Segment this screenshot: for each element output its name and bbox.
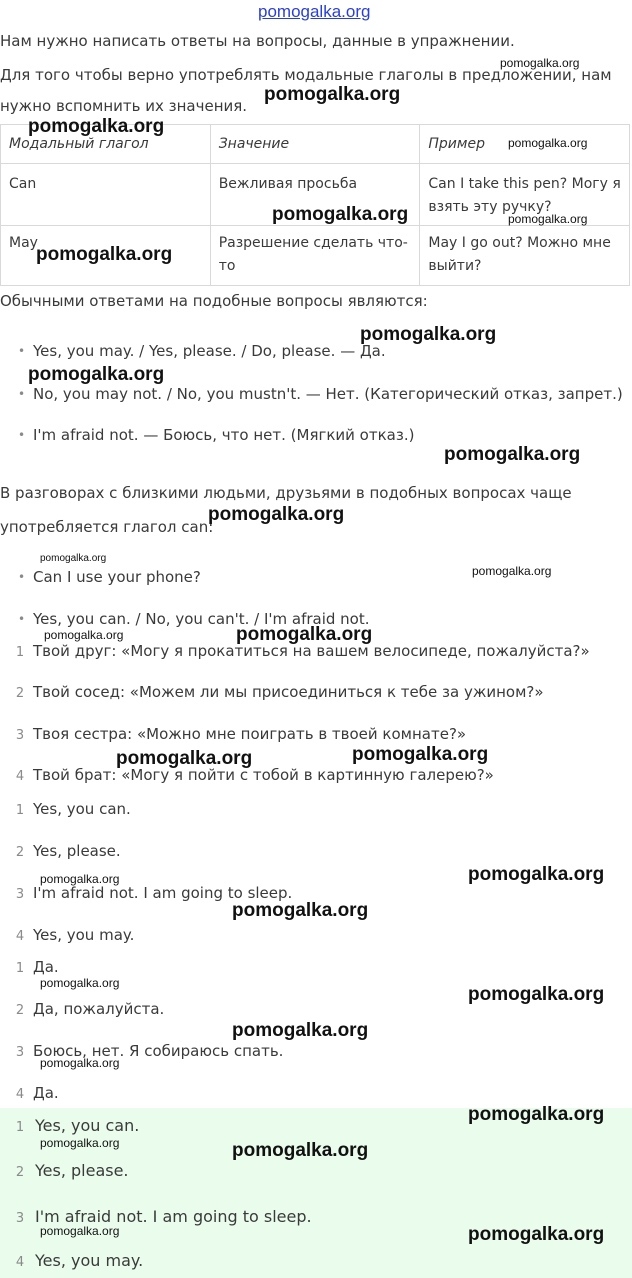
watermark: pomogalka.org <box>508 212 588 226</box>
watermark: pomogalka.org <box>472 564 552 578</box>
final-answer-item: I'm afraid not. I am going to sleep. <box>35 1207 312 1226</box>
watermark: pomogalka.org <box>232 1140 369 1161</box>
watermark: pomogalka.org <box>36 244 173 265</box>
list-number: 2 <box>15 686 25 701</box>
table-header-meaning: Значение <box>210 125 420 164</box>
list-number: 3 <box>15 1211 25 1226</box>
table-header-verb: Модальный глагол <box>1 125 211 164</box>
table-cell: Разрешение сделать что-то <box>210 226 420 286</box>
list-number: 2 <box>15 1003 25 1018</box>
answer-ru-item: Да. <box>33 1084 59 1102</box>
list-item: Yes, you can. / No, you can't. / I'm afraid not. <box>33 610 370 628</box>
table-cell: May I go out? Можно мне выйти? <box>420 226 630 286</box>
site-title-link[interactable]: pomogalka.org <box>258 2 371 21</box>
watermark: pomogalka.org <box>44 628 124 642</box>
watermark: pomogalka.org <box>272 204 409 225</box>
table-cell: May <box>1 226 211 286</box>
table-header-example: Пример <box>420 125 630 164</box>
task-item: Твой друг: «Могу я прокатиться на вашем велосипеде, пожалуйста?» <box>33 642 590 660</box>
bullet-icon: • <box>18 612 26 626</box>
answer-en-item: I'm afraid not. I am going to sleep. <box>33 884 293 902</box>
list-number: 1 <box>15 961 25 976</box>
final-answer-item: Yes, you can. <box>35 1116 140 1135</box>
task-item: Твой сосед: «Можем ли мы присоединиться к тебе за ужином?» <box>33 683 544 701</box>
final-answer-item: Yes, you may. <box>35 1251 144 1270</box>
intro-line-3: нужно вспомнить их значения. <box>0 97 248 115</box>
bullet-icon: • <box>18 344 26 358</box>
list-item: I'm afraid not. — Боюсь, что нет. (Мягкий отказ.) <box>33 426 415 444</box>
watermark: pomogalka.org <box>468 1224 605 1245</box>
watermark: pomogalka.org <box>116 748 253 769</box>
watermark: pomogalka.org <box>28 364 165 385</box>
watermark: pomogalka.org <box>360 324 497 345</box>
list-number: 1 <box>15 645 25 660</box>
bullet-icon: • <box>18 428 26 442</box>
watermark: pomogalka.org <box>468 1104 605 1125</box>
list-number: 3 <box>15 887 25 902</box>
answer-en-item: Yes, you may. <box>33 926 135 944</box>
list-number: 3 <box>15 1045 25 1060</box>
watermark: pomogalka.org <box>40 1136 120 1150</box>
watermark: pomogalka.org <box>232 900 369 921</box>
answer-ru-item: Да, пожалуйста. <box>33 1000 165 1018</box>
bullet-icon: • <box>18 570 26 584</box>
final-answer-item: Yes, please. <box>35 1161 129 1180</box>
table-cell: Can <box>1 164 211 226</box>
answer-en-item: Yes, you can. <box>33 800 131 818</box>
list-number: 1 <box>15 1120 25 1135</box>
intro-line-1: Нам нужно написать ответы на вопросы, данные в упражнении. <box>0 32 515 50</box>
watermark: pomogalka.org <box>500 56 580 70</box>
list-number: 2 <box>15 845 25 860</box>
bullet-icon: • <box>18 387 26 401</box>
watermark: pomogalka.org <box>208 504 345 525</box>
watermark: pomogalka.org <box>40 1056 120 1070</box>
watermark: pomogalka.org <box>28 116 165 137</box>
watermark: pomogalka.org <box>40 1224 120 1238</box>
list-number: 4 <box>15 1087 25 1102</box>
watermark: pomogalka.org <box>40 976 120 990</box>
watermark: pomogalka.org <box>40 553 107 564</box>
watermark: pomogalka.org <box>232 1020 369 1041</box>
answers-intro: Обычными ответами на подобные вопросы являются: <box>0 292 428 310</box>
answer-ru-item: Да. <box>33 958 59 976</box>
list-item: No, you may not. / No, you mustn't. — Нет. (Категорический отказ, запрет.) <box>33 385 623 403</box>
task-item: Твоя сестра: «Можно мне поиграть в твоей комнате?» <box>33 725 467 743</box>
list-number: 2 <box>15 1165 25 1180</box>
task-item: Твой брат: «Могу я пойти с тобой в картинную галерею?» <box>33 766 494 784</box>
list-number: 1 <box>15 803 25 818</box>
informal-intro-line-1: В разговорах с близкими людьми, друзьями в подобных вопросах чаще <box>0 484 572 502</box>
watermark: pomogalka.org <box>236 624 373 645</box>
watermark: pomogalka.org <box>444 444 581 465</box>
watermark: pomogalka.org <box>508 136 588 150</box>
watermark: pomogalka.org <box>468 864 605 885</box>
table-cell: Вежливая просьба <box>210 164 420 226</box>
table-cell: Can I take this pen? Могу я взять эту ручку? <box>420 164 630 226</box>
list-number: 3 <box>15 728 25 743</box>
answer-ru-item: Боюсь, нет. Я собираюсь спать. <box>33 1042 284 1060</box>
answer-en-item: Yes, please. <box>33 842 121 860</box>
watermark: pomogalka.org <box>40 872 120 886</box>
intro-line-2: Для того чтобы верно употреблять модальные глаголы в предложении, нам <box>0 66 612 84</box>
list-number: 4 <box>15 1255 25 1270</box>
list-number: 4 <box>15 929 25 944</box>
watermark: pomogalka.org <box>468 984 605 1005</box>
list-item: Can I use your phone? <box>33 568 201 586</box>
list-item: Yes, you may. / Yes, please. / Do, please. — Да. <box>33 342 386 360</box>
watermark: pomogalka.org <box>352 744 489 765</box>
watermark: pomogalka.org <box>264 84 401 105</box>
list-number: 4 <box>15 769 25 784</box>
informal-intro-line-2: употребляется глагол can: <box>0 518 214 536</box>
